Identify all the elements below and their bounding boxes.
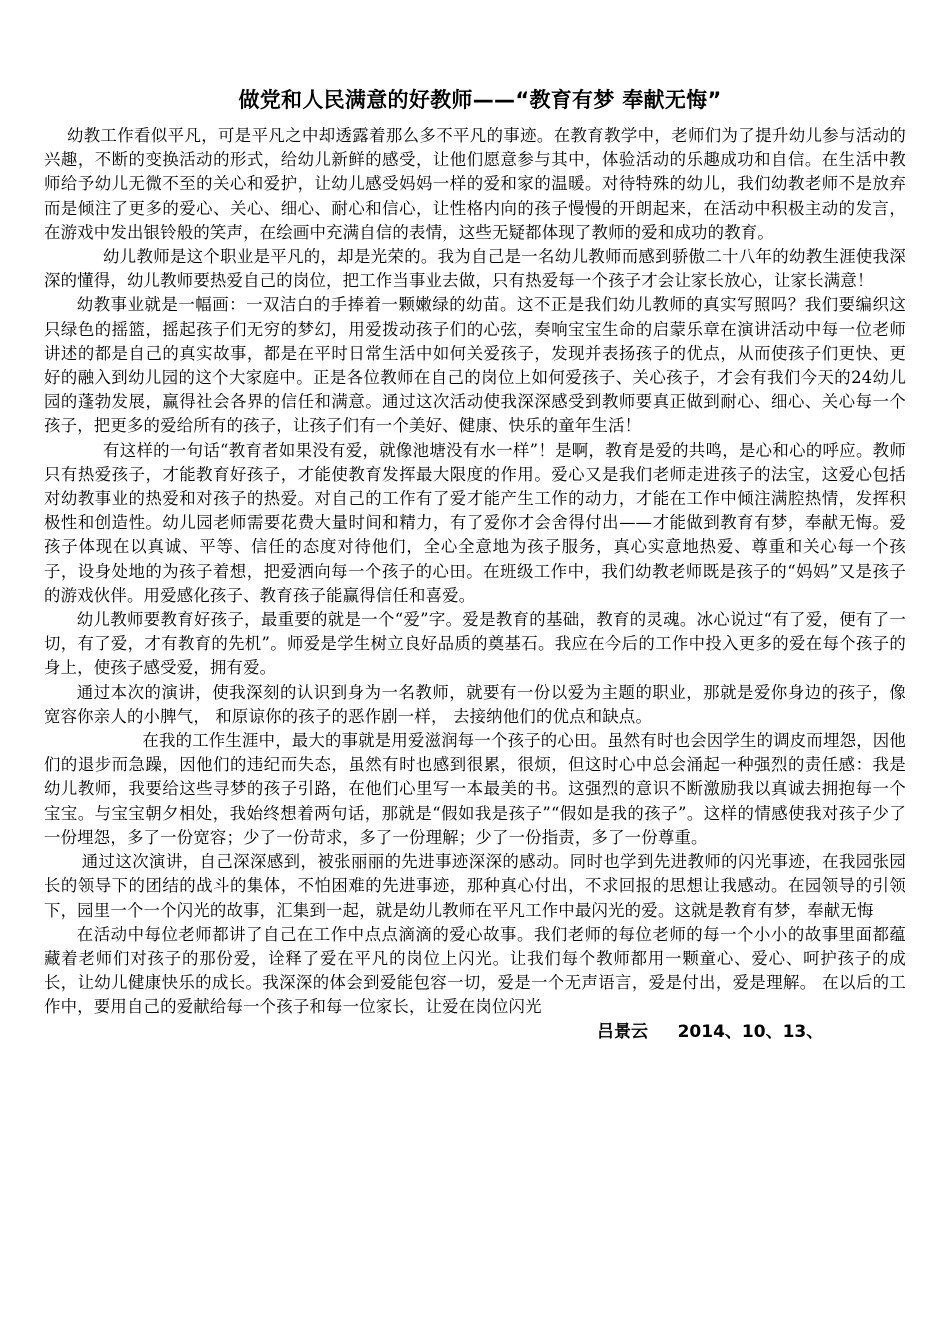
document-body	[44, 124, 906, 1020]
document-page	[44, 76, 906, 1044]
paragraph-7: 在我的工作生涯中，最大的事就是用爱滋润每一个孩子的心田。虽然有时也会因学生的调皮而埋怨，因他们的退步而急躁，因他们的违纪而失态，虽然有时也感到很累，很烦，但这时心中总会涌起一种强烈的责任感：我是幼儿教师，我要给这些寻梦的孩子引路，在他们心里写一本最美的书。这强烈的意识不断激励我以真诚去拥抱每一个宝宝。与宝宝朝夕相处，我始终想着两句话，那就是“假如我是孩子”“假如是我的孩子”。这样的情感使我对孩子少了一份埋怨，多了一份宽容；少了一份苛求，多了一份理解；少了一份指责，多了一份尊重。	[44, 731, 906, 847]
paragraph-1: 幼教工作看似平凡，可是平凡之中却透露着那么多不平凡的事迹。在教育教学中，老师们为了提升幼儿参与活动的兴趣，不断的变换活动的形式，给幼儿新鲜的感受，让他们愿意参与其中，体验活动的乐趣成功和自信。在生活中教师给予幼儿无微不至的关心和爱护，让幼儿感受妈妈一样的爱和家的温暖。对待特殊的幼儿，我们幼教老师不是放弃而是倾注了更多的爱心、关心、细心、耐心和信心，让性格内向的孩子慢慢的开朗起来，在活动中积极主动的发言，在游戏中发出银铃般的笑声，在绘画中充满自信的表情，这些无疑都体现了教师的爱和成功的教育。	[44, 126, 906, 242]
document-title: 做党和人民满意的好教师——“教育有梦 奉献无悔”	[238, 88, 722, 112]
paragraph-8: 通过这次演讲，自己深深感到，被张丽丽的先进事迹深深的感动。同时也学到先进教师的闪光事迹，在我园张园长的领导下的团结的战斗的集体，不怕困难的先进事迹，那种真心付出，不求回报的思想让我感动。在园领导的引领下，园里一个一个闪光的故事，汇集到一起，就是幼儿教师在平凡工作中最闪光的爱。这就是教育有梦，奉献无悔	[44, 852, 906, 920]
signature-line: 吕景云 2014、10、13、	[597, 1021, 824, 1042]
paragraph-2: 幼儿教师是这个职业是平凡的，却是光荣的。我为自己是一名幼儿教师而感到骄傲二十八年的幼教生涯使我深深的懂得，幼儿教师要热爱自己的岗位，把工作当事业去做，只有热爱每一个孩子才会让家长放心，让家长满意！	[44, 247, 906, 291]
paragraph-5: 幼儿教师要教育好孩子，最重要的就是一个“爱”字。爱是教育的基础，教育的灵魂。冰心说过“有了爱，便有了一切，有了爱，才有教育的先机”。师爱是学生树立良好品质的奠基石。我应在今后的工作中投入更多的爱在每个孩子的身上，使孩子感受爱，拥有爱。	[44, 610, 906, 678]
paragraph-6: 通过本次的演讲，使我深刻的认识到身为一名教师，就要有一份以爱为主题的职业，那就是爱你身边的孩子，像宽容你亲人的小脾气， 和原谅你的孩子的恶作剧一样， 去接纳他们的优点和缺点。	[44, 682, 906, 726]
paragraph-9: 在活动中每位老师都讲了自己在工作中点点滴滴的爱心故事。我们老师的每位老师的每一个小小的故事里面都蕴藏着老师们对孩子的那份爱，诠释了爱在平凡的岗位上闪光。让我们每个教师都用一颗童心、爱心、呵护孩子的成长，让幼儿健康快乐的成长。我深深的体会到爱能包容一切，爱是一个无声语言，爱是付出，爱是理解。 在以后的工作中，要用自己的爱献给每一个孩子和每一位家长，让爱在岗位闪光	[44, 924, 906, 1017]
paragraph-3: 幼教事业就是一幅画：一双洁白的手捧着一颗嫩绿的幼苗。这不正是我们幼儿教师的真实写照吗？我们要编织这只绿色的摇篮，摇起孩子们无穷的梦幻，用爱拨动孩子们的心弦，奏响宝宝生命的启蒙乐章在演讲活动中每一位老师讲述的都是自己的真实故事，都是在平时日常生活中如何关爱孩子，发现并表扬孩子的优点，从而使孩子们更快、更好的融入到幼儿园的这个大家庭中。正是各位教师在自己的岗位上如何爱孩子、关心孩子，才会有我们今天的24幼儿园的蓬勃发展，赢得社会各界的信任和满意。通过这次活动使我深深感受到教师要真正做到耐心、细心、关心每一个孩子，把更多的爱给所有的孩子，让孩子们有一个美好、健康、快乐的童年生活！	[44, 295, 906, 436]
paragraph-4: 有这样的一句话“教育者如果没有爱，就像池塘没有水一样”！是啊，教育是爱的共鸣，是心和心的呼应。教师只有热爱孩子，才能教育好孩子，才能使教育发挥最大限度的作用。爱心又是我们老师走进孩子的法宝，这爱心包括对幼教事业的热爱和对孩子的热爱。对自己的工作有了爱才能产生工作的动力，才能在工作中倾注满腔热情，发挥积极性和创造性。幼儿园老师需要花费大量时间和精力，有了爱你才会舍得付出——才能做到教育有梦，奉献无悔。爱孩子体现在以真诚、平等、信任的态度对待他们，全心全意地为孩子服务，真心实意地热爱、尊重和关心每一个孩子，设身处地的为孩子着想，把爱洒向每一个孩子的心田。在班级工作中，我们幼教老师既是孩子的“妈妈”又是孩子的游戏伙伴。用爱感化孩子、教育孩子能赢得信任和喜爱。	[44, 440, 906, 605]
